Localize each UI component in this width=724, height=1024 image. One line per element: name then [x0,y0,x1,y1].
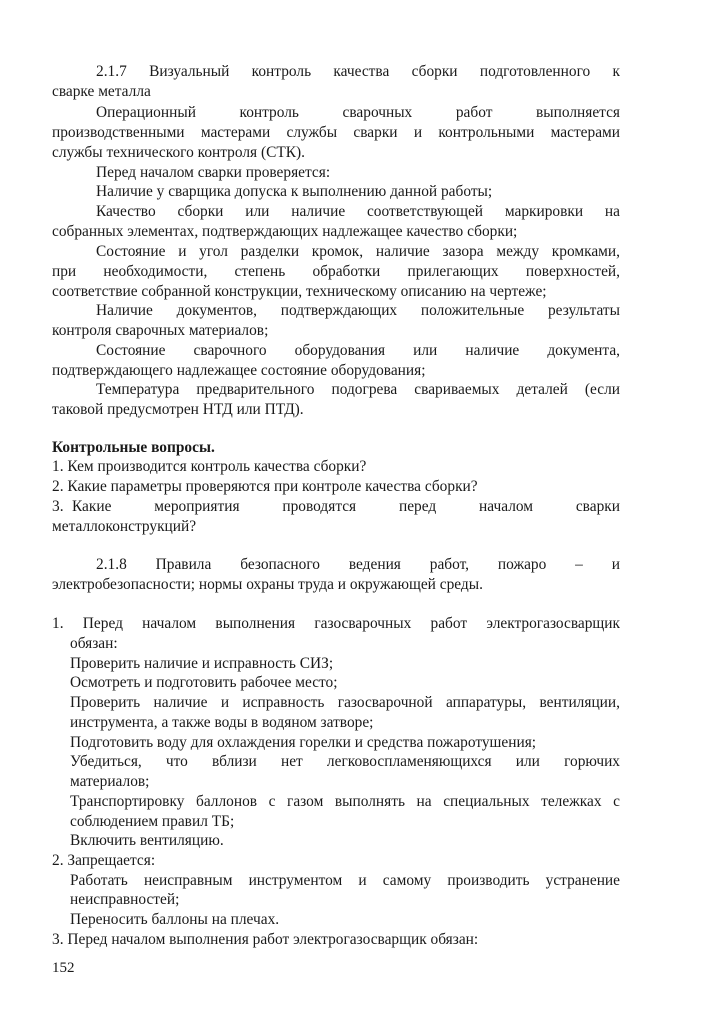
paragraph-line: Состояние сварочного оборудования или наличие документа, [96,342,620,359]
paragraph-line: таковой предусмотрен НТД или ПТД). [52,401,304,418]
list-line: Включить вентиляцию. [70,832,224,849]
paragraph-line: Наличие у сварщика допуска к выполнению данной работы; [96,183,493,200]
list-line: Проверить наличие и исправность СИЗ; [70,655,334,672]
page-number: 152 [52,960,75,976]
question-3-number: 3. [52,498,64,515]
list-line: материалов; [70,773,150,790]
list-line: Работать неисправным инструментом и самому производить устранение [70,872,620,889]
list-line: Переносить баллоны на плечах. [70,911,280,928]
paragraph-line: Качество сборки или наличие соответствующей маркировки на [96,203,620,220]
section-2-1-8-title: 2.1.8 Правила безопасного ведения работ, пожаро – и [96,556,620,573]
paragraph-line: Операционный контроль сварочных работ выполняется [96,104,620,121]
paragraph-line: Перед началом сварки проверяется: [96,164,331,181]
paragraph-line: при необходимости, степень обработки прилегающих поверхностей, [52,263,620,280]
section-2-1-7-title-cont: сварке металла [52,83,151,100]
list-item-2: 2. Запрещается: [52,852,156,869]
paragraph-line: службы технического контроля (СТК). [52,144,305,161]
paragraph-line: соответствие собранной конструкции, техническому описанию на чертеже; [52,283,547,300]
paragraph-line: Состояние и угол разделки кромок, наличие зазора между кромками, [96,243,620,260]
paragraph-line: контроля сварочных материалов; [52,322,269,339]
paragraph-line: подтверждающего надлежащее состояние оборудования; [52,362,426,379]
paragraph-line: собранных элементах, подтверждающих надлежащее качество сборки; [52,223,518,240]
list-line: соблюдением правил ТБ; [70,813,235,830]
list-line: инструмента, а также воды в водяном затворе; [70,714,374,731]
list-line: Убедиться, что вблизи нет легковоспламеняющихся или горючих [70,753,620,770]
paragraph-line: производственными мастерами службы сварки и контрольными мастерами [52,124,620,141]
question-2: 2. Какие параметры проверяются при контроле качества сборки? [52,478,478,495]
question-3-text: Какие мероприятия проводятся перед началом сварки [72,498,620,515]
section-2-1-7-title: 2.1.7 Визуальный контроль качества сборки подготовленного к [96,63,620,80]
list-line: Подготовить воду для охлаждения горелки и средства пожаротушения; [70,734,537,751]
question-1: 1. Кем производится контроль качества сборки? [52,458,367,475]
question-3-cont: металлоконструкций? [52,518,197,535]
list-line: неисправностей; [70,891,180,908]
list-line: Осмотреть и подготовить рабочее место; [70,674,338,691]
section-2-1-8-title-cont: электробезопасности; нормы охраны труда и окружающей среды. [52,576,483,593]
paragraph-line: Температура предварительного подогрева свариваемых деталей (если [96,381,620,398]
paragraph-line: Наличие документов, подтверждающих положительные результаты [96,302,620,319]
list-item-3: 3. Перед началом выполнения работ электрогазосварщик обязан: [52,931,479,948]
list-line: Проверить наличие и исправность газосварочной аппаратуры, вентиляции, [70,694,620,711]
question-3 [52,497,620,517]
list-line: обязан: [70,635,118,652]
list-line: Транспортировку баллонов с газом выполнять на специальных тележках с [70,793,620,810]
questions-heading: Контрольные вопросы. [52,439,215,456]
list-item-1: 1. Перед началом выполнения газосварочных работ электрогазосварщик [52,615,620,632]
